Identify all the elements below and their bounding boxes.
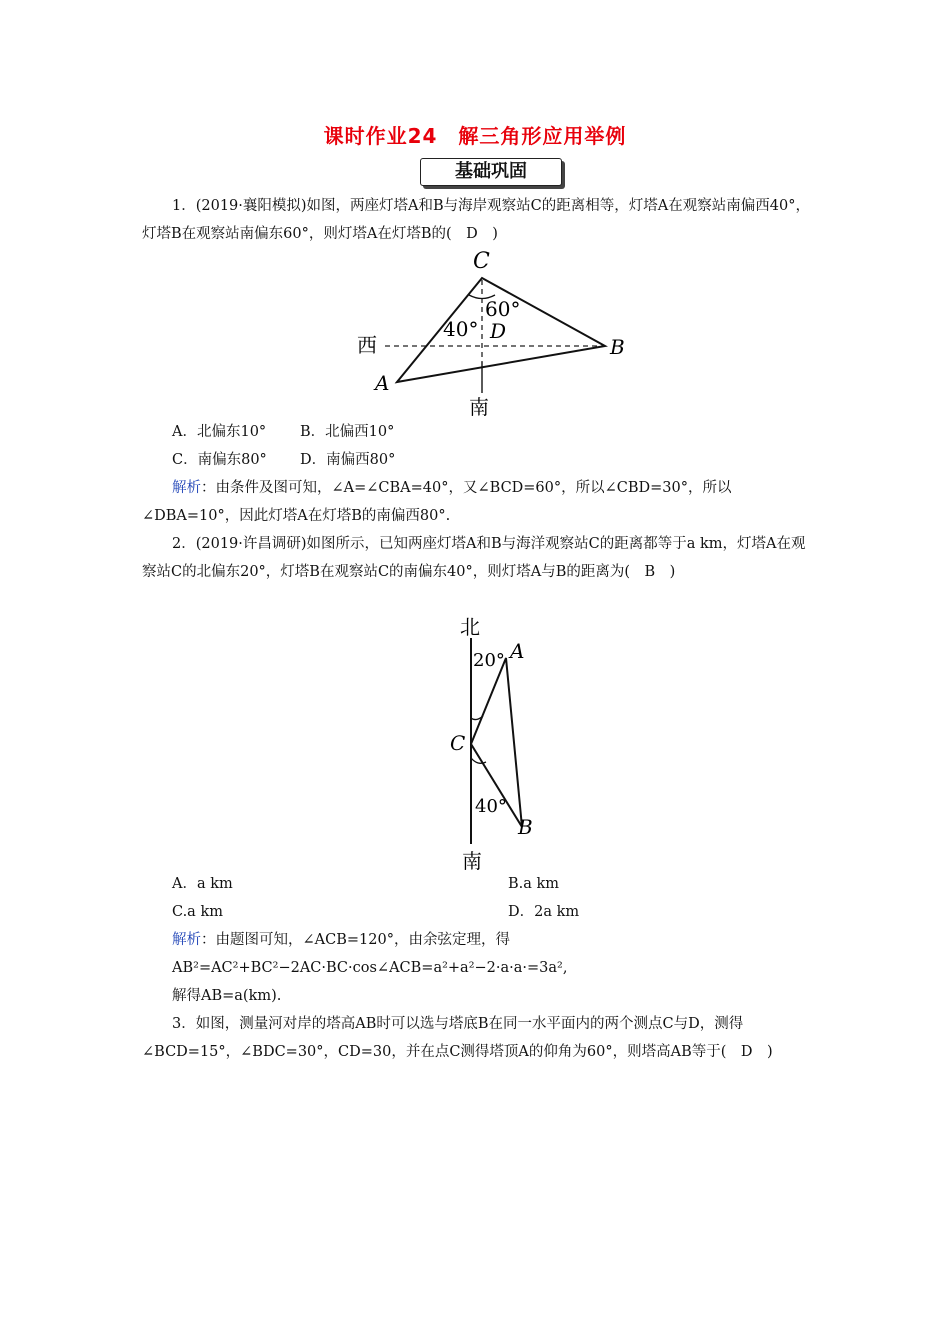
fig1-label-B: B (610, 335, 625, 359)
q1-option-c: C．南偏东80° (172, 452, 267, 468)
fig1-label-west: 西 (357, 333, 377, 357)
q2-solution-text: ：由题图可知，∠ACB=120°，由余弦定理，得 (201, 932, 510, 948)
q2-option-b: B.a km (508, 876, 560, 892)
q2-solution (142, 926, 810, 1010)
question-1 (142, 192, 810, 248)
q2-solution-line2: AB²=AC²+BC²−2AC·BC·cos∠ACB=a²+a²−2·a·a·=3a², (172, 960, 568, 976)
q2-option-d: D．2a km (508, 904, 580, 920)
fig2-label-north: 北 (460, 615, 480, 639)
question-2 (142, 530, 810, 586)
q2-option-c: C.a km (172, 904, 223, 920)
fig1-label-40: 40° (443, 317, 479, 341)
q1-option-d: D．南偏西80° (300, 452, 396, 468)
figure-1 (355, 250, 630, 420)
fig2-label-A: A (510, 639, 525, 663)
fig1-label-A: A (375, 371, 390, 395)
q1-option-a: A．北偏东10° (172, 424, 267, 440)
page-title: 课时作业24 解三角形应用举例 (323, 124, 627, 148)
section-badge: 基础巩固 (420, 158, 562, 186)
fig2-label-20: 20° (473, 650, 505, 671)
question-1-stem: 1．(2019·襄阳模拟)如图，两座灯塔A和B与海岸观察站C的距离相等，灯塔A在观察站南偏西40°，灯塔B在观察站南偏东60°，则灯塔A在灯塔B的( D ) (142, 198, 810, 242)
question-3 (142, 1010, 810, 1066)
figure-2 (440, 612, 540, 874)
q2-solution-label: 解析 (172, 932, 201, 948)
q1-solution-label: 解析 (172, 480, 201, 496)
fig1-label-south: 南 (469, 395, 489, 419)
fig1-label-C: C (473, 250, 490, 274)
fig2-label-40: 40° (475, 796, 507, 817)
q1-solution (142, 474, 810, 530)
fig1-label-60: 60° (485, 297, 521, 321)
q1-option-b: B．北偏西10° (300, 424, 395, 440)
q2-solution-line3: 解得AB=a(km). (172, 988, 282, 1004)
fig2-label-south: 南 (462, 849, 482, 873)
q2-option-a: A．a km (172, 876, 233, 892)
question-3-stem: 3．如图，测量河对岸的塔高AB时可以选与塔底B在同一水平面内的两个测点C与D，测得∠BCD=15°，∠BDC=30°，CD=30，并在点C测得塔顶A的仰角为60°，则塔高AB等于( D ) (142, 1016, 773, 1060)
fig2-label-C: C (450, 731, 466, 755)
question-2-stem: 2．(2019·许昌调研)如图所示，已知两座灯塔A和B与海洋观察站C的距离都等于a km，灯塔A在观察站C的北偏东20°，灯塔B在观察站C的南偏东40°，则灯塔A与B的距离为( B ) (142, 536, 806, 580)
fig2-label-B: B (518, 815, 533, 839)
fig1-label-D: D (490, 319, 507, 343)
q1-solution-text: ：由条件及图可知，∠A=∠CBA=40°，又∠BCD=60°，所以∠CBD=30°，所以∠DBA=10°，因此灯塔A在灯塔B的南偏西80°. (142, 480, 732, 524)
